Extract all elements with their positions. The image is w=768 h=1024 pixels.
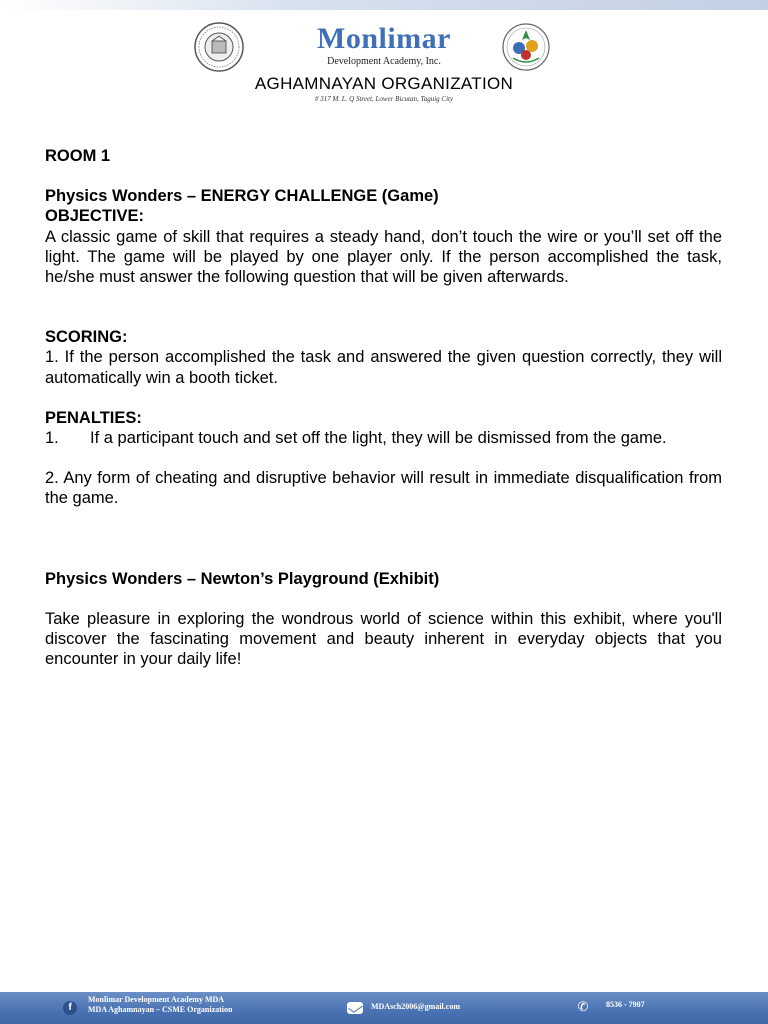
facebook-page-2[interactable]: MDA Aghamnayan – CSME Organization (88, 1005, 233, 1014)
facebook-pages (88, 995, 232, 1015)
academy-name: Monlimar (317, 22, 451, 55)
organization-address: # 317 M. L. Q Street, Lower Bicutan, Taguig City (314, 95, 454, 103)
document-body (45, 146, 722, 669)
scoring-text: 1. If the person accomplished the task and answered the given question correctly, they will automatically win a booth ticket. (45, 348, 722, 387)
exhibit-title: Physics Wonders – Newton’s Playground (Exhibit) (45, 569, 440, 588)
exhibit-text: Take pleasure in exploring the wondrous world of science within this exhibit, where you'll discover the fascinating movement and beauty inherent in everyday objects that you encounter in your daily life! (45, 609, 722, 669)
scoring-heading: SCORING: (45, 328, 128, 347)
facebook-icon[interactable]: f (63, 1001, 77, 1015)
objective-text: A classic game of skill that requires a steady hand, don’t touch the wire or you’ll set off the light. The game will be played by one player only. If the person accomplished the task, he/she must answer the following question that will be given afterwards. (45, 227, 722, 287)
game-title: Physics Wonders – ENERGY CHALLENGE (Game) (45, 187, 439, 206)
top-accent-band (0, 0, 768, 10)
penalties-heading: PENALTIES: (45, 408, 142, 427)
academy-subtitle: Development Academy, Inc. (327, 56, 441, 67)
penalty-2: 2. Any form of cheating and disruptive behavior will result in immediate disqualification from the game. (45, 469, 722, 508)
phone-number: 8536 - 7907 (606, 1000, 645, 1009)
objective-heading: OBJECTIVE: (45, 207, 145, 226)
penalty-1-text: If a participant touch and set off the light, they will be dismissed from the game. (90, 429, 667, 448)
organization-name: AGHAMNAYAN ORGANIZATION (254, 74, 514, 93)
envelope-icon (347, 1002, 363, 1014)
phone-icon: ✆ (577, 999, 589, 1014)
footer-bar (0, 992, 768, 1024)
facebook-page-1[interactable]: Monlimar Development Academy MDA (88, 995, 225, 1004)
email-address[interactable]: MDAsch2006@gmail.com (371, 1002, 460, 1011)
penalty-1 (45, 428, 722, 448)
penalty-1-number: 1. (45, 429, 59, 448)
room-heading: ROOM 1 (45, 147, 111, 165)
